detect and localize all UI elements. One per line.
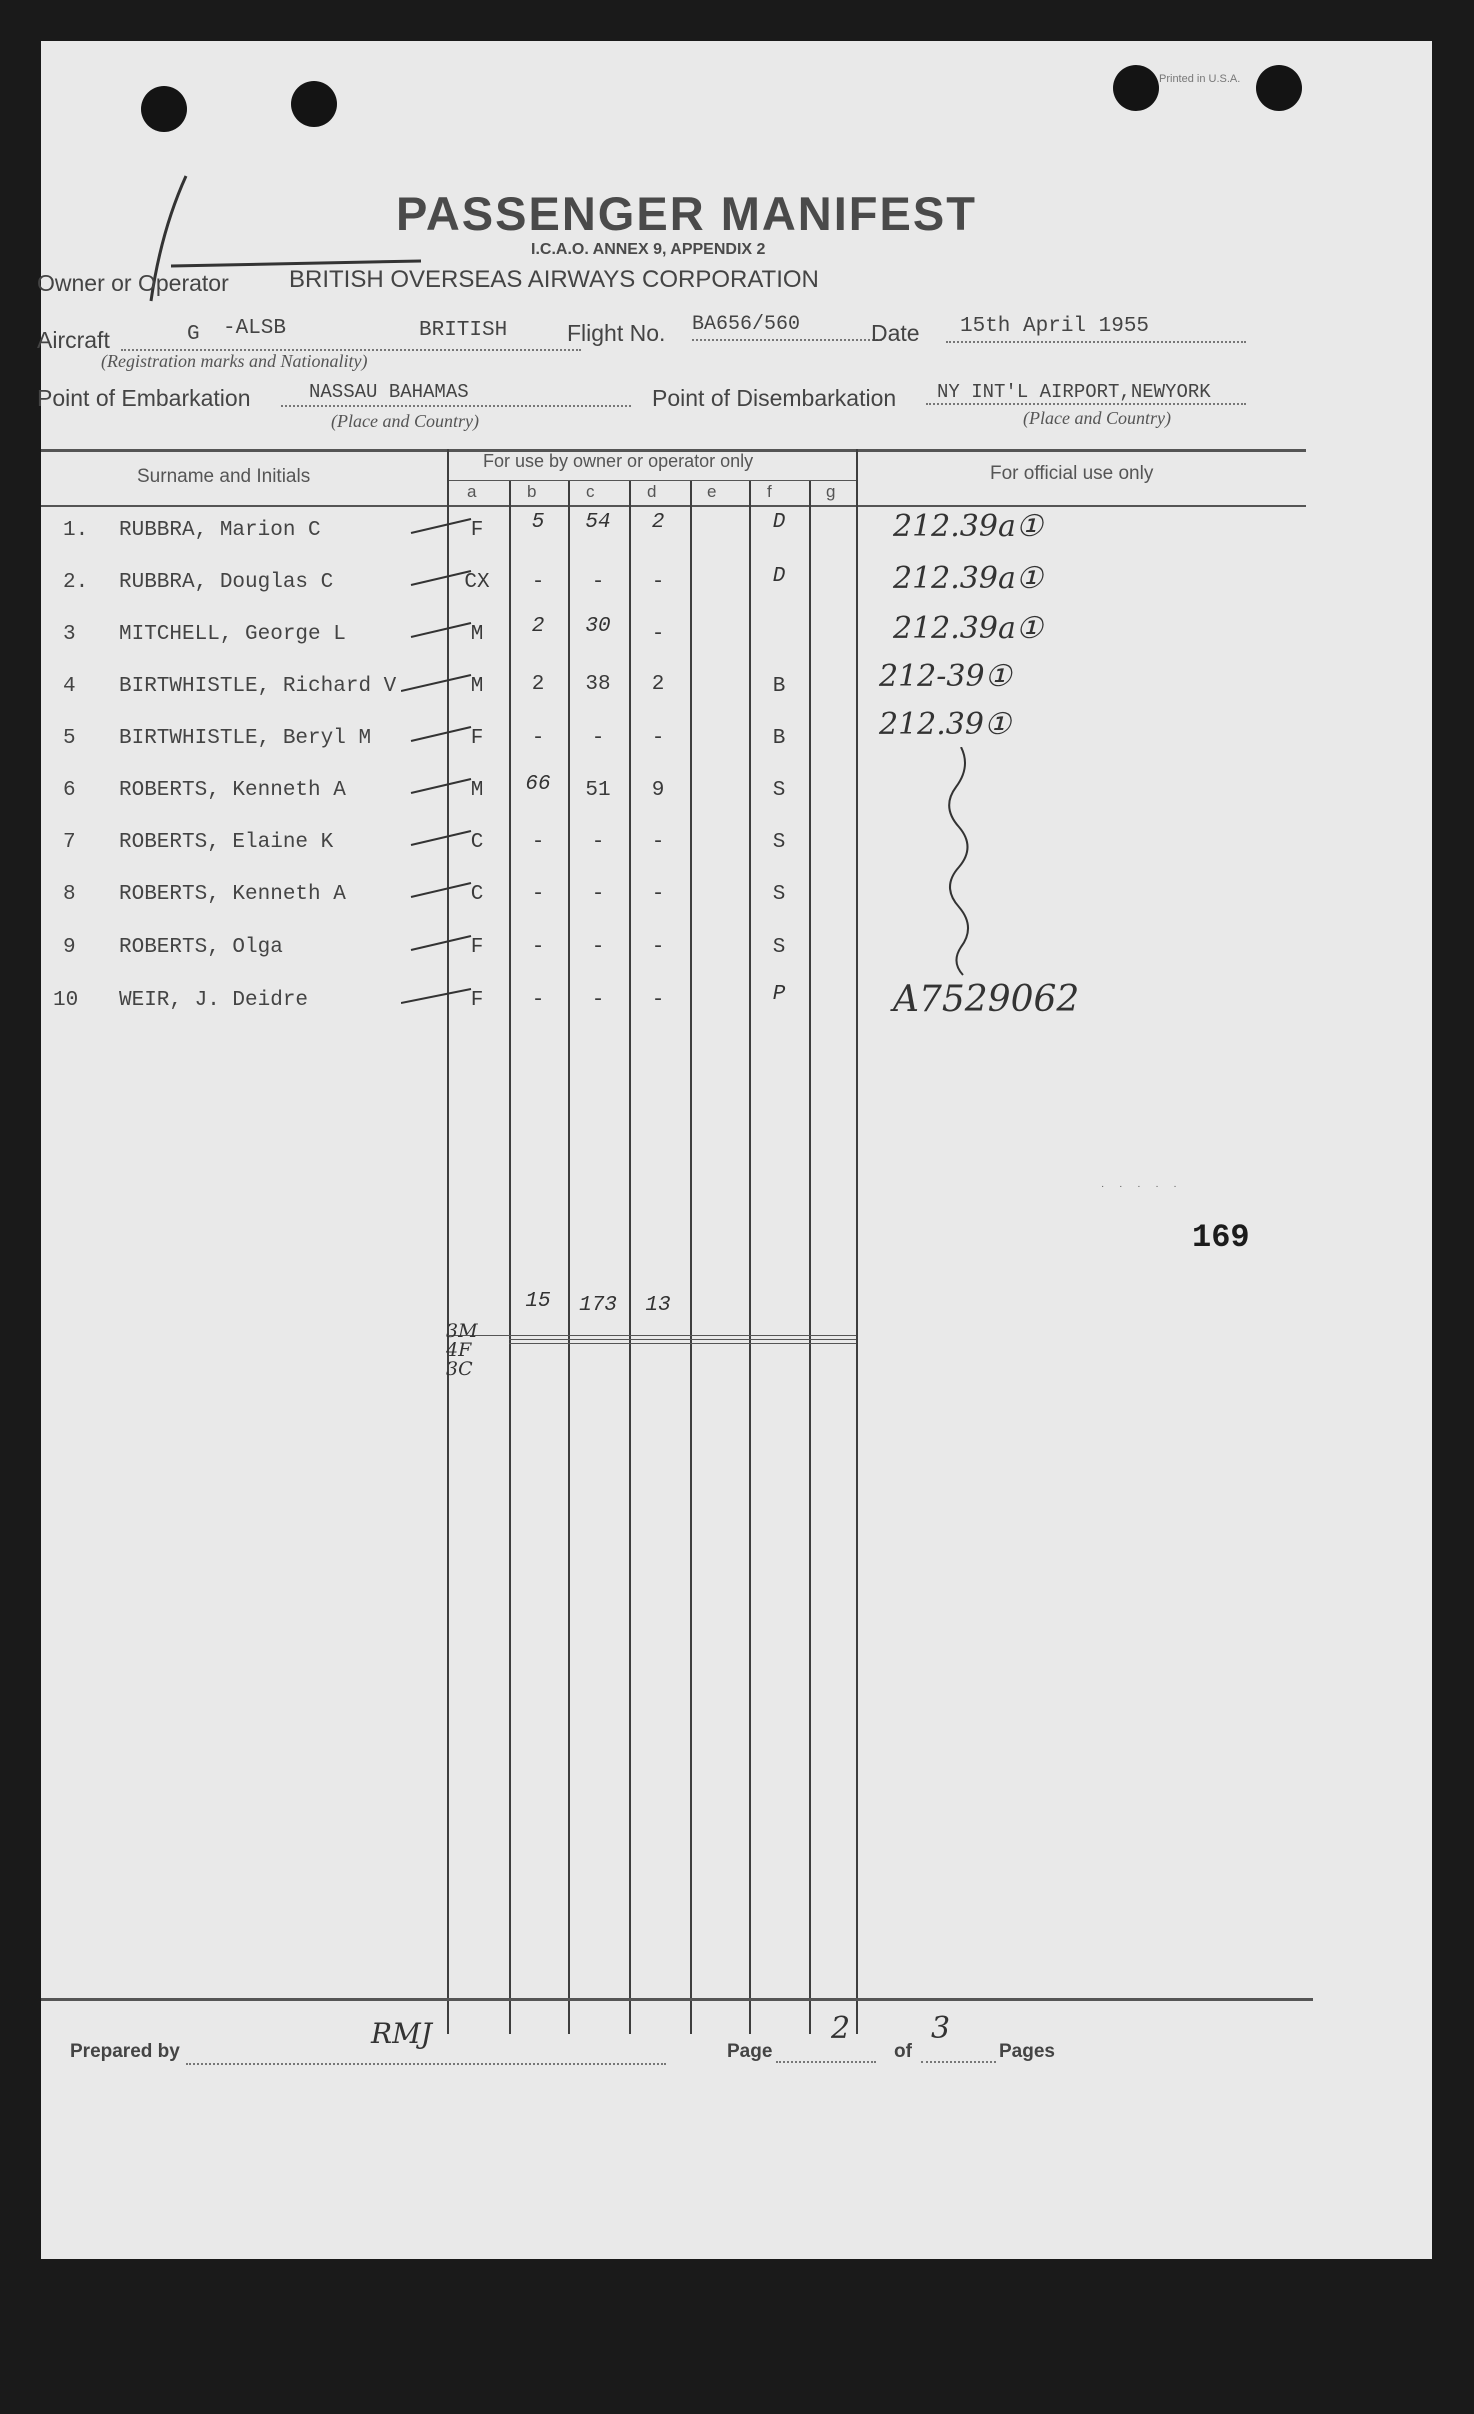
punch-hole xyxy=(141,86,187,132)
cell-c: - xyxy=(591,571,605,594)
passenger-name: ROBERTS, Kenneth A xyxy=(119,883,346,906)
cell-c: - xyxy=(591,936,605,959)
printer-stamp: Printed in U.S.A. xyxy=(1159,73,1241,85)
row-number: 4 xyxy=(63,675,76,698)
owner-label: Owner or Operator xyxy=(37,270,229,296)
cell-c: - xyxy=(591,989,605,1012)
totals-line xyxy=(509,1339,856,1340)
column-rule xyxy=(749,481,751,2034)
row-number: 1. xyxy=(63,519,89,542)
cell-b: - xyxy=(531,883,545,906)
cell-d: - xyxy=(651,883,665,906)
cell-f: S xyxy=(772,936,786,959)
punch-hole xyxy=(1113,65,1159,111)
prepared-by-signature: RMJ xyxy=(371,2017,432,2050)
cell-f: B xyxy=(772,727,786,750)
pen-bracket-mark xyxy=(101,171,431,321)
row-number: 5 xyxy=(63,727,76,750)
total-pages-value: 3 xyxy=(931,2011,951,2046)
total-d: 13 xyxy=(645,1294,671,1317)
owner-use-header: For use by owner or operator only xyxy=(483,451,754,471)
cell-d: - xyxy=(651,936,665,959)
row-number: 9 xyxy=(63,936,76,959)
pen-tick-marks xyxy=(401,511,481,1031)
date-value: 15th April 1955 xyxy=(960,315,1150,338)
column-rule xyxy=(690,481,692,2034)
disembarkation-value: NY INT'L AIRPORT,NEWYORK xyxy=(937,381,1211,403)
cell-f: P xyxy=(772,983,786,1006)
column-rule xyxy=(809,481,811,2034)
surname-column-header: Surname and Initials xyxy=(137,466,311,487)
disembarkation-label: Point of Disembarkation xyxy=(652,385,897,411)
official-use-header: For official use only xyxy=(990,463,1154,484)
cell-d: - xyxy=(651,989,665,1012)
owner-value: BRITISH OVERSEAS AIRWAYS CORPORATION xyxy=(289,266,819,293)
column-rule xyxy=(568,481,570,2034)
cell-c: 38 xyxy=(585,673,611,696)
official-entry: 212.39a① xyxy=(893,611,1043,646)
date-label: Date xyxy=(871,320,920,346)
disembarkation-line xyxy=(926,403,1246,405)
cell-b: - xyxy=(531,936,545,959)
aircraft-label: Aircraft xyxy=(37,327,110,353)
official-entry: 212.39① xyxy=(879,707,1011,742)
aircraft-reg: G xyxy=(187,323,200,346)
row-number: 3 xyxy=(63,623,76,646)
document-title: PASSENGER MANIFEST xyxy=(396,187,977,240)
cell-d: 2 xyxy=(651,673,665,696)
cell-f: B xyxy=(772,675,786,698)
column-rule xyxy=(856,449,858,2034)
cell-a: F xyxy=(470,989,484,1012)
cell-a: M xyxy=(470,779,484,802)
column-b-header: b xyxy=(527,482,537,501)
passenger-name: ROBERTS, Elaine K xyxy=(119,831,334,854)
embarkation-label: Point of Embarkation xyxy=(37,385,251,411)
embarkation-line xyxy=(281,405,631,407)
manifest-sheet xyxy=(37,41,1432,2259)
flight-value: BA656/560 xyxy=(692,313,801,336)
official-entry: 212.39a① xyxy=(893,509,1043,544)
cell-c: - xyxy=(591,883,605,906)
passenger-name: ROBERTS, Olga xyxy=(119,936,283,959)
passenger-name: ROBERTS, Kenneth A xyxy=(119,779,346,802)
document-subtitle: I.C.A.O. ANNEX 9, APPENDIX 2 xyxy=(531,241,766,258)
page-number-stamp: 169 xyxy=(1192,1219,1250,1256)
page-line xyxy=(776,2061,876,2063)
totals-line xyxy=(509,1343,856,1344)
total-b: 15 xyxy=(525,1290,551,1313)
cell-c: - xyxy=(591,831,605,854)
cell-a: M xyxy=(470,675,484,698)
cell-a: F xyxy=(470,727,484,750)
of-label: of xyxy=(894,2041,912,2062)
table-header-bottom-border xyxy=(41,505,1306,507)
total-c: 173 xyxy=(579,1294,617,1317)
cell-f: D xyxy=(772,511,786,534)
column-a-header: a xyxy=(467,482,477,501)
prepared-by-label: Prepared by xyxy=(70,2041,180,2062)
cell-d: - xyxy=(651,623,665,646)
cell-c: - xyxy=(591,727,605,750)
row-number: 10 xyxy=(53,989,79,1012)
passenger-name: RUBBRA, Marion C xyxy=(119,519,321,542)
passenger-name: RUBBRA, Douglas C xyxy=(119,571,334,594)
aircraft-caption: (Registration marks and Nationality) xyxy=(101,351,368,371)
flight-line xyxy=(692,339,882,341)
aircraft-nationality: BRITISH xyxy=(419,319,508,342)
row-number: 6 xyxy=(63,779,76,802)
cell-b: 2 xyxy=(531,673,545,696)
punch-hole xyxy=(291,81,337,127)
cell-a: C xyxy=(470,831,484,854)
cell-b: - xyxy=(531,989,545,1012)
column-rule xyxy=(629,481,631,2034)
passenger-name: WEIR, J. Deidre xyxy=(119,989,309,1012)
cell-b: 66 xyxy=(525,773,551,796)
cell-f: S xyxy=(772,779,786,802)
official-entry: A7529062 xyxy=(893,979,1080,1020)
pages-label: Pages xyxy=(999,2041,1055,2062)
column-rule xyxy=(509,481,511,2034)
passenger-name: BIRTWHISTLE, Beryl M xyxy=(119,727,372,750)
passenger-name: BIRTWHISTLE, Richard V xyxy=(119,675,397,698)
cell-d: - xyxy=(651,571,665,594)
cell-d: - xyxy=(651,831,665,854)
column-g-header: g xyxy=(826,482,836,501)
row-number: 7 xyxy=(63,831,76,854)
cell-d: 2 xyxy=(651,511,665,534)
cell-d: - xyxy=(651,727,665,750)
of-line xyxy=(921,2061,996,2063)
cell-a: C xyxy=(470,883,484,906)
date-line xyxy=(946,341,1246,343)
column-d-header: d xyxy=(647,482,657,501)
passenger-name: MITCHELL, George L xyxy=(119,623,346,646)
embarkation-value: NASSAU BAHAMAS xyxy=(309,381,469,403)
row-number: 2. xyxy=(63,571,89,594)
cell-a: F xyxy=(470,519,484,542)
cell-f: S xyxy=(772,883,786,906)
cell-c: 54 xyxy=(585,511,611,534)
pen-ditto-squiggle xyxy=(941,747,981,977)
page-value: 2 xyxy=(831,2011,851,2046)
aircraft-reg-suffix: -ALSB xyxy=(223,317,287,340)
cell-a: CX xyxy=(464,571,490,594)
official-entry: 212-39① xyxy=(879,659,1012,694)
footer-top-border xyxy=(41,1998,1313,2001)
cell-b: - xyxy=(531,571,545,594)
prepared-by-line xyxy=(186,2063,666,2065)
punch-hole xyxy=(1256,65,1302,111)
cell-c: 51 xyxy=(585,779,611,802)
embarkation-caption: (Place and Country) xyxy=(331,411,479,431)
cell-b: 2 xyxy=(531,615,545,638)
total-a: 3M 4F 3C xyxy=(446,1320,478,1380)
cell-f: D xyxy=(772,565,786,588)
totals-top-line xyxy=(447,1335,856,1336)
cell-b: - xyxy=(531,831,545,854)
cell-a: F xyxy=(470,936,484,959)
cell-b: - xyxy=(531,727,545,750)
flight-label: Flight No. xyxy=(567,320,666,346)
stray-dots: · · · · · xyxy=(1101,1181,1183,1192)
cell-c: 30 xyxy=(585,615,611,638)
cell-a: M xyxy=(470,623,484,646)
row-number: 8 xyxy=(63,883,76,906)
cell-f: S xyxy=(772,831,786,854)
column-c-header: c xyxy=(586,482,595,501)
disembarkation-caption: (Place and Country) xyxy=(1023,408,1171,428)
cell-d: 9 xyxy=(651,779,665,802)
official-entry: 212.39a① xyxy=(893,561,1043,596)
column-e-header: e xyxy=(707,482,717,501)
page-label: Page xyxy=(727,2041,773,2062)
column-f-header: f xyxy=(767,482,772,501)
cell-b: 5 xyxy=(531,511,545,534)
